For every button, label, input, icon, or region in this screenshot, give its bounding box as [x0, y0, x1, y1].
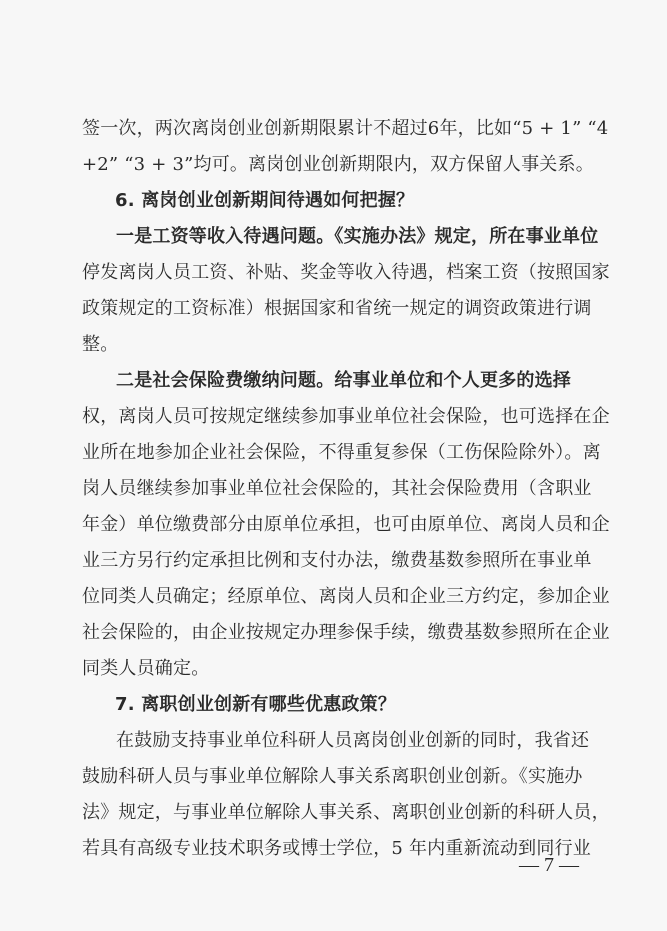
- subsection-heading-salary: 一是工资等收入待遇问题。《实施办法》规定，所在事业单位: [116, 226, 599, 247]
- section-heading-6: 6. 离岗创业创新期间待遇如何把握？: [115, 190, 415, 211]
- document-line-20: 法》规定，与事业单位解除人事关系、离职创业创新的科研人员，: [82, 802, 610, 823]
- document-line-13: 业三方另行约定承担比例和支付办法，缴费基数参照所在事业单: [82, 550, 592, 571]
- page-number: — 7 —: [519, 854, 579, 876]
- document-line-11: 岗人员继续参加事业单位社会保险的，其社会保险费用（含职业: [82, 478, 592, 499]
- section-heading-7: 7. 离职创业创新有哪些优惠政策？: [115, 694, 397, 715]
- document-line-16: 同类人员确定。: [82, 658, 210, 679]
- document-line-12: 年金）单位缴费部分由原单位承担，也可由原单位、离岗人员和企: [82, 514, 610, 535]
- document-line-5: 停发离岗人员工资、补贴、奖金等收入待遇，档案工资（按照国家: [82, 262, 610, 283]
- document-line-19: 鼓励科研人员与事业单位解除人事关系离职创业创新。《实施办: [82, 766, 583, 787]
- document-line-2: +2” “3 + 3”均可。离岗创业创新期限内，双方保留人事关系。: [82, 154, 594, 175]
- document-line-10: 业所在地参加企业社会保险，不得重复参保（工伤保险除外）。离: [82, 442, 601, 463]
- document-line-14: 位同类人员确定；经原单位、离岗人员和企业三方约定，参加企业: [82, 586, 610, 607]
- document-line-1: 签一次，两次离岗创业创新期限累计不超过6年，比如“5 + 1” “4: [82, 118, 609, 139]
- document-line-7: 整。: [82, 334, 119, 355]
- subsection-heading-insurance: 二是社会保险费缴纳问题。给事业单位和个人更多的选择: [116, 370, 571, 391]
- document-line-18: 在鼓励支持事业单位科研人员离岗创业创新的同时，我省还: [116, 730, 590, 751]
- document-line-21: 若具有高级专业技术职务或博士学位，5 年内重新流动到同行业: [82, 838, 591, 859]
- document-line-9: 权，离岗人员可按规定继续参加事业单位社会保险，也可选择在企: [82, 406, 610, 427]
- document-line-15: 社会保险的，由企业按规定办理参保手续，缴费基数参照所在企业: [82, 622, 610, 643]
- document-line-6: 政策规定的工资标准）根据国家和省统一规定的调资政策进行调: [82, 298, 592, 319]
